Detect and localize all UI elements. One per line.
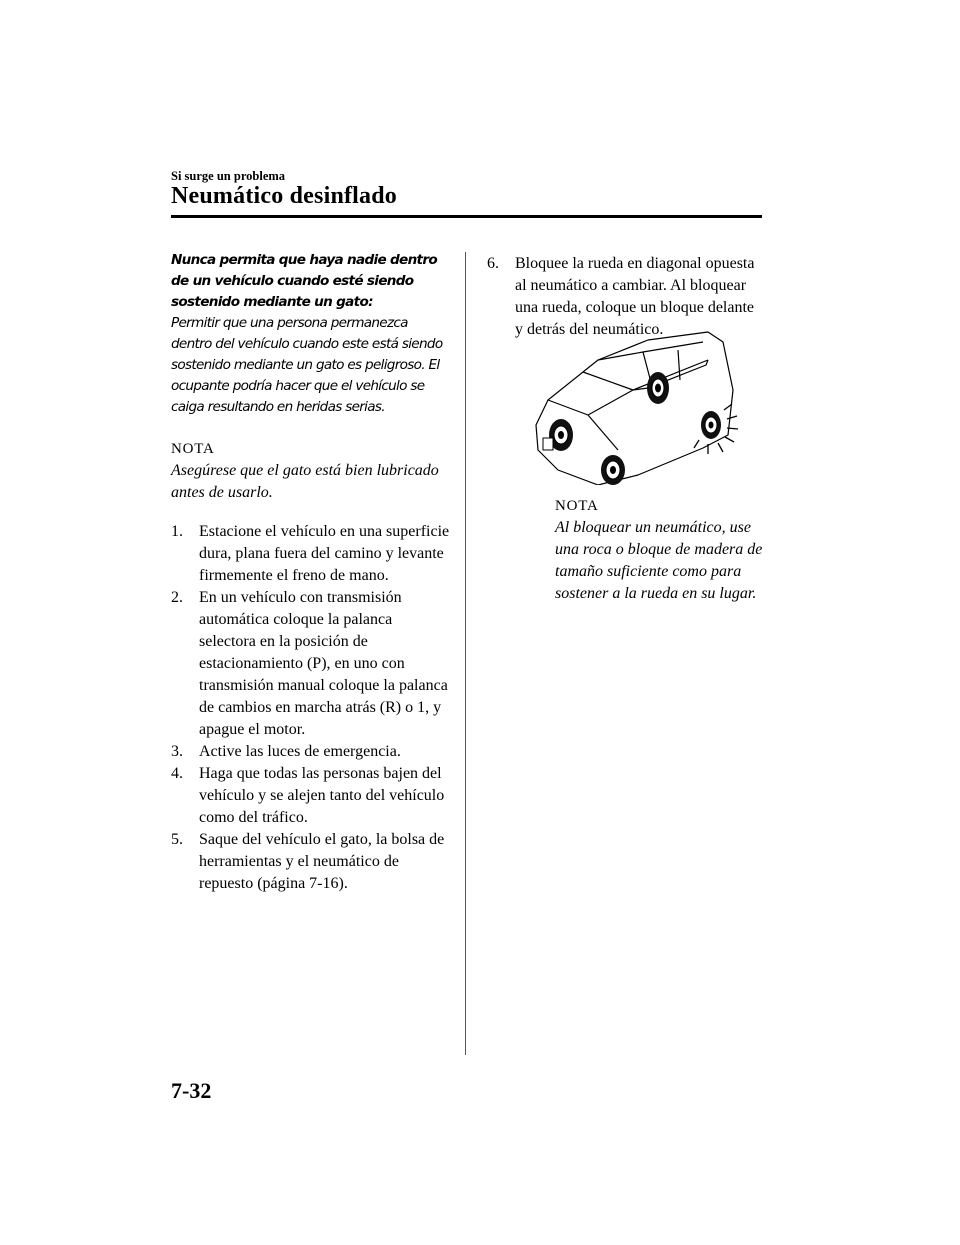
right-column: [487, 253, 762, 341]
steps-list: [171, 521, 451, 895]
step-item: 2. En un vehículo con transmisión automática coloque la palanca selectora en la posición de estacionamiento (P), en uno con transmisión manual coloque la palanca de cambios en marcha atrás (R) o 1, y apague el motor.: [171, 589, 448, 738]
note-label: NOTA: [171, 441, 215, 457]
note-text: Al bloquear un neumático, use una roca o bloque de madera de tamaño suficiente como para sostener a la rueda en su lugar.: [555, 519, 763, 602]
step-item: 4. Haga que todas las personas bajen del vehículo y se alejen tanto del vehículo como del tráfico.: [171, 765, 445, 826]
step-item: 6. Bloquee la rueda en diagonal opuesta al neumático a cambiar. Al bloquear una rueda, coloque un bloque delante y detrás del neumático.: [487, 255, 755, 338]
note-label: NOTA: [555, 498, 599, 514]
rear-wheel: [647, 372, 669, 404]
warning-title: Nunca permita que haya nadie dentro de un vehículo cuando esté siendo sostenido mediante un gato:: [171, 252, 437, 310]
section-label: Si surge un problema: [171, 169, 286, 183]
steps-list-continued: [487, 253, 762, 341]
left-column: [171, 250, 451, 895]
title-rule: [171, 215, 762, 218]
warning-body: Permitir que una persona permanezca dentro del vehículo cuando este está siendo sostenido mediante un gato es peligroso. El ocupante podría hacer que el vehículo se caiga resultando en heridas serias.: [171, 315, 443, 415]
step-item: 3. Active las luces de emergencia.: [171, 743, 401, 760]
page-title: Neumático desinflado: [171, 183, 397, 209]
column-divider: [465, 252, 466, 1055]
car-wheel-blocked-illustration: [528, 330, 743, 485]
front-right-wheel: [601, 455, 625, 485]
right-note: [555, 496, 765, 605]
note-text: Asegúrese que el gato está bien lubricado antes de usarlo.: [171, 462, 439, 501]
step-item: 5. Saque del vehículo el gato, la bolsa de herramientas y el neumático de repuesto (página 7-16).: [171, 831, 445, 892]
page-number: 7-32: [171, 1078, 212, 1103]
step-item: 1. Estacione el vehículo en una superficie dura, plana fuera del camino y levante firmemente el freno de mano.: [171, 523, 450, 584]
